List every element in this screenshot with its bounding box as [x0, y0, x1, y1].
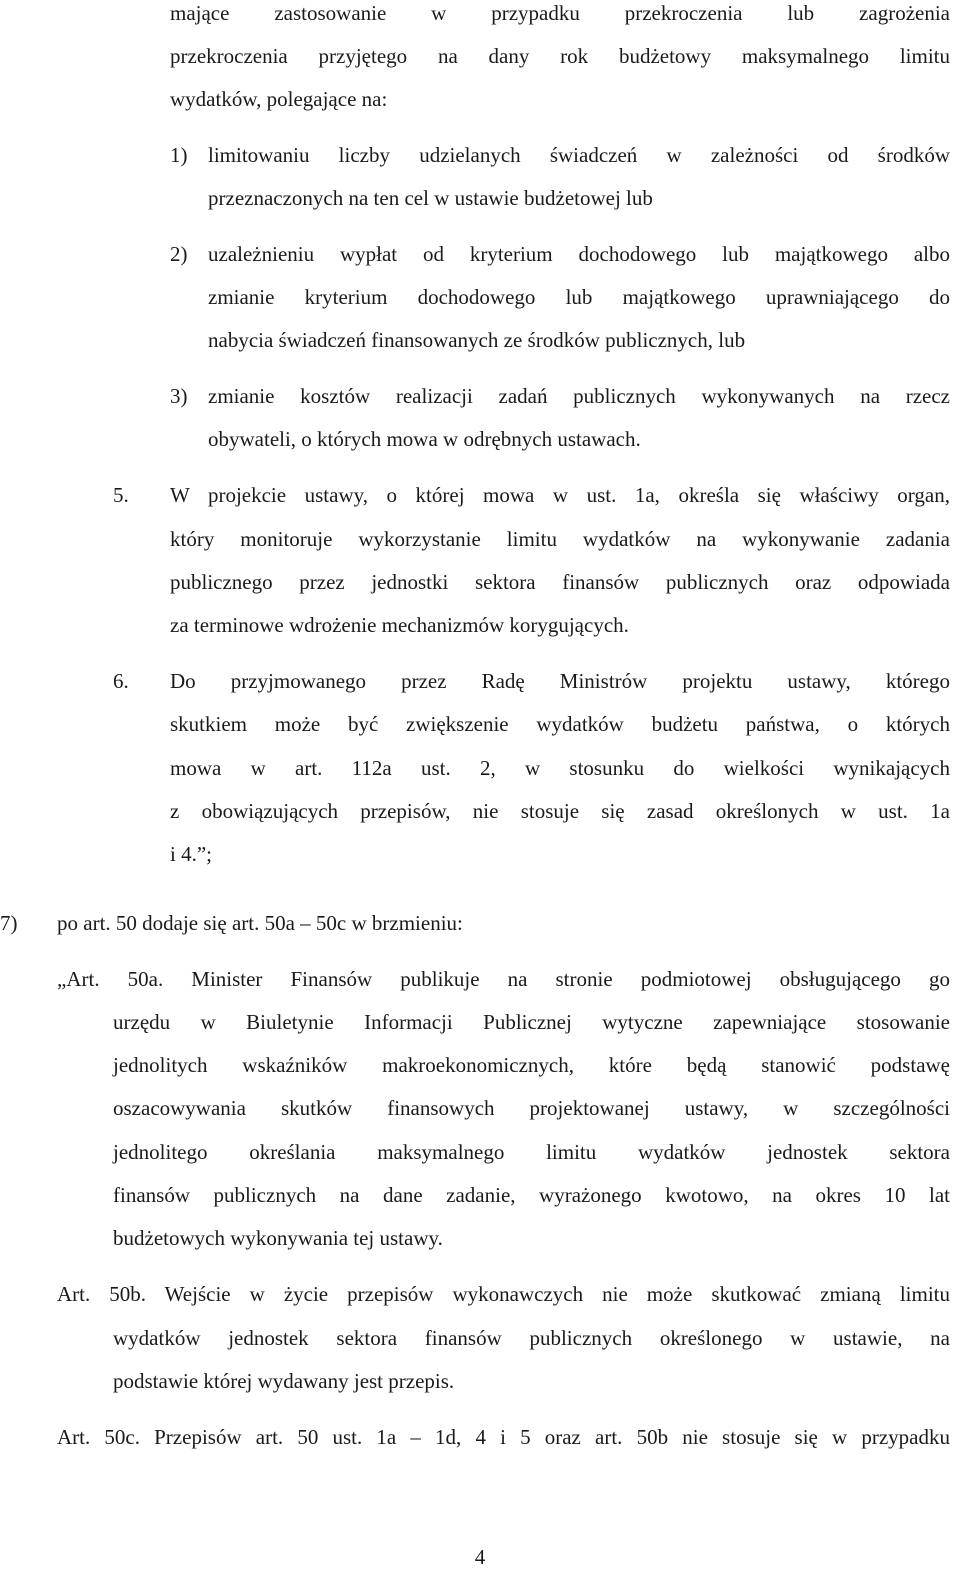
item-3-line-1: zmianie kosztów realizacji zadań publicznych wykonywanych na rzecz	[208, 384, 950, 408]
item-3-number: 3)	[170, 384, 188, 408]
art-50a-line-7: budżetowych wykonywania tej ustawy.	[113, 1226, 443, 1250]
para-6-line-5: i 4.”;	[170, 842, 212, 866]
intro-line-3: wydatków, polegające na:	[170, 87, 388, 111]
item-2-line-1: uzależnieniu wypłat od kryterium dochodowego lub majątkowego albo	[208, 242, 950, 266]
para-6-line-3: mowa w art. 112a ust. 2, w stosunku do wielkości wynikających	[170, 756, 950, 780]
art-50a-line-5: jednolitego określania maksymalnego limitu wydatków jednostek sektora	[113, 1140, 950, 1164]
art-50a-line-4: oszacowywania skutków finansowych projektowanej ustawy, w szczególności	[113, 1096, 950, 1120]
point-7-number: 7)	[0, 911, 18, 935]
art-50c-line-1: Art. 50c. Przepisów art. 50 ust. 1a – 1d, 4 i 5 oraz art. 50b nie stosuje się w przypadku	[57, 1425, 950, 1449]
intro-line-2: przekroczenia przyjętego na dany rok budżetowy maksymalnego limitu	[170, 44, 950, 68]
art-50b-line-1: Art. 50b. Wejście w życie przepisów wykonawczych nie może skutkować zmianą limitu	[57, 1282, 950, 1306]
para-5-line-2: który monitoruje wykorzystanie limitu wydatków na wykonywanie zadania	[170, 527, 950, 551]
art-50a-line-1: „Art. 50a. Minister Finansów publikuje na stronie podmiotowej obsługującego go	[57, 967, 950, 991]
item-2-line-2: zmianie kryterium dochodowego lub majątkowego uprawniającego do	[208, 285, 950, 309]
para-6-line-2: skutkiem może być zwiększenie wydatków budżetu państwa, o których	[170, 712, 950, 736]
art-50b-line-2: wydatków jednostek sektora finansów publicznych określonego w ustawie, na	[113, 1326, 950, 1350]
para-5-line-1: W projekcie ustawy, o której mowa w ust. 1a, określa się właściwy organ,	[170, 483, 950, 507]
para-5-number: 5.	[113, 483, 129, 507]
para-6-line-1: Do przyjmowanego przez Radę Ministrów projektu ustawy, którego	[170, 669, 950, 693]
intro-line-1: mające zastosowanie w przypadku przekroczenia lub zagrożenia	[170, 1, 950, 25]
art-50a-line-3: jednolitych wskaźników makroekonomicznych, które będą stanowić podstawę	[113, 1053, 950, 1077]
item-3-line-2: obywateli, o których mowa w odrębnych ustawach.	[208, 427, 641, 451]
para-6-line-4: z obowiązujących przepisów, nie stosuje się zasad określonych w ust. 1a	[170, 799, 950, 823]
art-50a-line-6: finansów publicznych na dane zadanie, wyrażonego kwotowo, na okres 10 lat	[113, 1183, 950, 1207]
art-50b-line-3: podstawie której wydawany jest przepis.	[113, 1369, 455, 1393]
art-50a-line-2: urzędu w Biuletynie Informacji Publicznej wytyczne zapewniające stosowanie	[113, 1010, 950, 1034]
page-number: 4	[474, 1545, 486, 1569]
item-1-line-1: limitowaniu liczby udzielanych świadczeń w zależności od środków	[208, 143, 950, 167]
item-2-number: 2)	[170, 242, 188, 266]
item-2-line-3: nabycia świadczeń finansowanych ze środków publicznych, lub	[208, 328, 746, 352]
item-1-line-2: przeznaczonych na ten cel w ustawie budżetowej lub	[208, 186, 653, 210]
para-6-number: 6.	[113, 669, 129, 693]
point-7-text: po art. 50 dodaje się art. 50a – 50c w brzmieniu:	[57, 911, 463, 935]
para-5-line-3: publicznego przez jednostki sektora finansów publicznych oraz odpowiada	[170, 570, 950, 594]
para-5-line-4: za terminowe wdrożenie mechanizmów korygujących.	[170, 613, 629, 637]
item-1-number: 1)	[170, 143, 188, 167]
